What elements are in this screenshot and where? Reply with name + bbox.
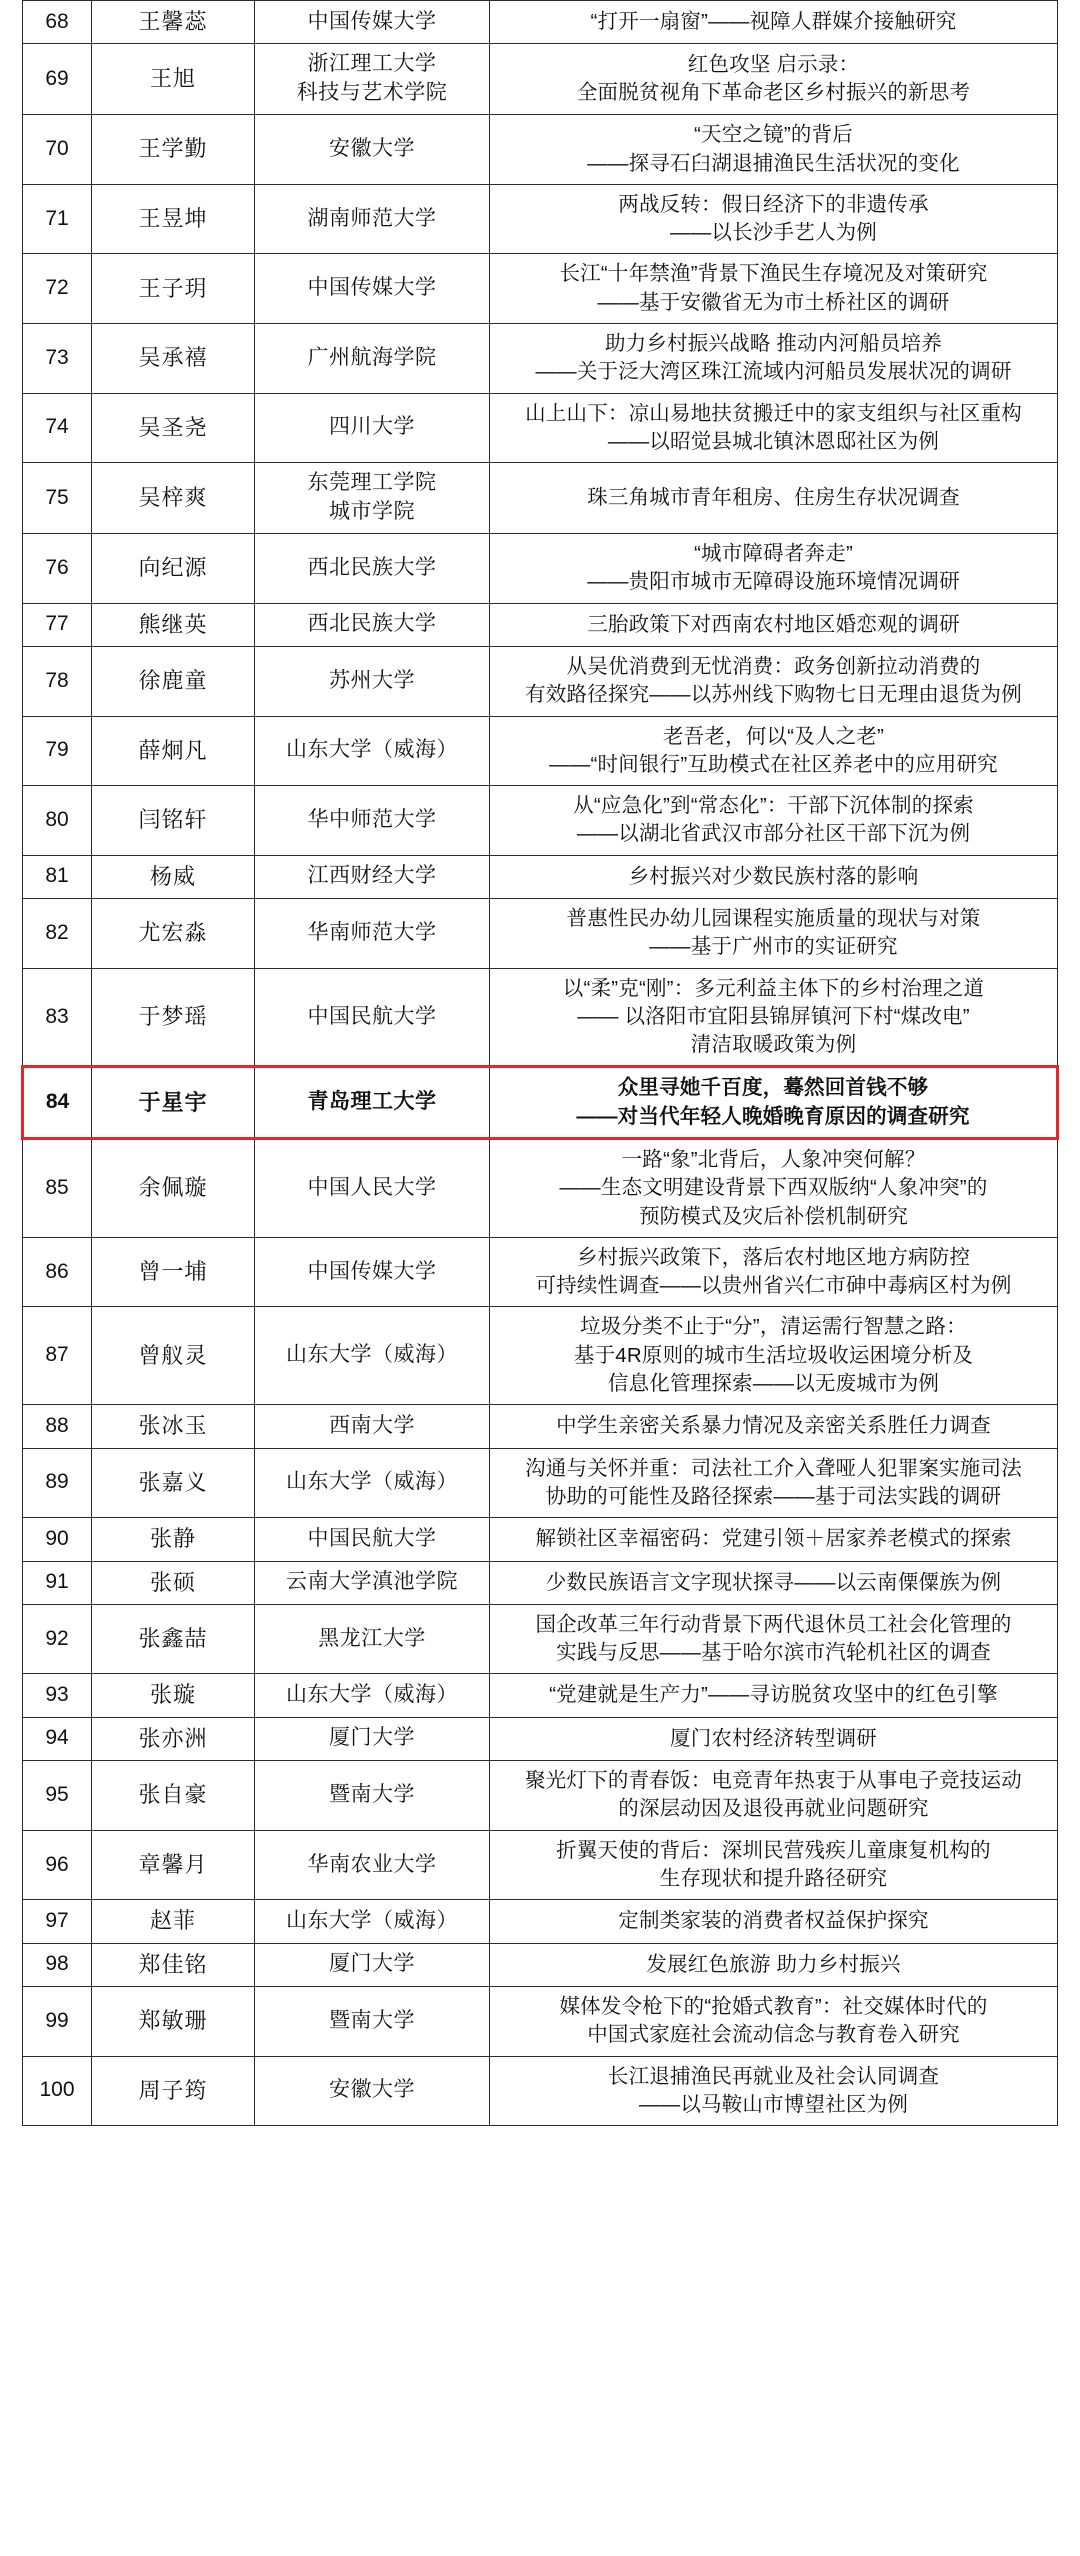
- table-row: [23, 1674, 1058, 1717]
- row-school: [255, 534, 490, 604]
- row-school: [255, 716, 490, 786]
- row-project-title: [490, 786, 1058, 856]
- row-student-name: 章馨月: [92, 1830, 255, 1900]
- row-student-name: 王旭: [92, 44, 255, 115]
- row-index: 98: [23, 1943, 92, 1986]
- title-line: 定制类家装的消费者权益保护探究: [618, 1909, 929, 1933]
- school-line: 西北民族大学: [307, 555, 437, 579]
- title-line: 长江退捕渔民再就业及社会认同调查: [607, 2064, 940, 2088]
- title-line: 厦门农村经济转型调研: [670, 1726, 877, 1750]
- title-line: ——以长沙手艺人为例: [670, 221, 877, 245]
- row-school: [255, 646, 490, 716]
- row-school: [255, 1604, 490, 1674]
- row-index: 71: [23, 184, 92, 254]
- row-school: [255, 1943, 490, 1986]
- table-row: [23, 603, 1058, 646]
- row-student-name: 张亦洲: [92, 1717, 255, 1760]
- row-index: 69: [23, 44, 92, 115]
- row-student-name: 熊继英: [92, 603, 255, 646]
- row-school: [255, 44, 490, 115]
- table-row: [23, 393, 1058, 463]
- school-line: 暨南大学: [329, 2008, 415, 2032]
- title-line: 清洁取暖政策为例: [690, 1033, 857, 1057]
- row-school: [255, 1561, 490, 1604]
- row-student-name: 张冰玉: [92, 1405, 255, 1448]
- title-line: 乡村振兴对少数民族村落的影响: [628, 864, 919, 888]
- title-line: 三胎政策下对西南农村地区婚恋观的调研: [587, 612, 960, 636]
- row-school: [255, 1, 490, 44]
- award-table: [21, 0, 1059, 2126]
- school-line: 山东大学（威海）: [286, 738, 458, 762]
- row-student-name: 闫铭轩: [92, 786, 255, 856]
- row-index: 84: [23, 1067, 92, 1139]
- title-line: 山上山下：凉山易地扶贫搬迁中的家支组织与社区重构: [525, 401, 1022, 425]
- title-line: 全面脱贫视角下革命老区乡村振兴的新思考: [576, 81, 971, 105]
- row-index: 70: [23, 115, 92, 185]
- row-index: 89: [23, 1448, 92, 1518]
- school-line: 厦门大学: [329, 1952, 415, 1976]
- title-line: ——基于广州市的实证研究: [649, 935, 898, 959]
- school-line: 广州航海学院: [307, 345, 437, 369]
- table-row: [23, 1405, 1058, 1448]
- school-line: 山东大学（威海）: [286, 1683, 458, 1707]
- table-row: [23, 1448, 1058, 1518]
- title-line: 长江“十年禁渔”背景下渔民生存境况及对策研究: [559, 262, 988, 286]
- row-student-name: 杨威: [92, 855, 255, 898]
- row-index: 75: [23, 463, 92, 534]
- table-row: [23, 534, 1058, 604]
- table-row: [23, 44, 1058, 115]
- table-row: [23, 1, 1058, 44]
- row-student-name: 张自豪: [92, 1761, 255, 1831]
- title-line: ——以马鞍山市博望社区为例: [638, 2092, 909, 2116]
- table-row: [23, 1604, 1058, 1674]
- table-row: [23, 646, 1058, 716]
- row-index: 79: [23, 716, 92, 786]
- row-project-title: [490, 1830, 1058, 1900]
- row-student-name: 向纪源: [92, 534, 255, 604]
- row-school: [255, 254, 490, 324]
- title-line: 沟通与关怀并重：司法社工介入聋哑人犯罪案实施司法: [525, 1456, 1022, 1480]
- school-line: 安徽大学: [329, 137, 415, 161]
- row-school: [255, 1237, 490, 1307]
- row-project-title: [490, 393, 1058, 463]
- school-line: 厦门大学: [329, 1726, 415, 1750]
- row-index: 76: [23, 534, 92, 604]
- row-project-title: [490, 1604, 1058, 1674]
- row-school: [255, 2056, 490, 2126]
- row-student-name: 余佩璇: [92, 1138, 255, 1237]
- table-row: [23, 855, 1058, 898]
- row-student-name: 吴梓爽: [92, 463, 255, 534]
- school-line: 中国民航大学: [307, 1526, 437, 1550]
- row-student-name: 曾一埔: [92, 1237, 255, 1307]
- title-line: 普惠性民办幼儿园课程实施质量的现状与对策: [566, 907, 981, 931]
- row-index: 96: [23, 1830, 92, 1900]
- row-project-title: [490, 115, 1058, 185]
- row-project-title: [490, 323, 1058, 393]
- school-line: 安徽大学: [329, 2078, 415, 2102]
- row-student-name: 于星宇: [92, 1067, 255, 1139]
- row-index: 100: [23, 2056, 92, 2126]
- row-student-name: 薛炯凡: [92, 716, 255, 786]
- row-project-title: [490, 254, 1058, 324]
- row-index: 88: [23, 1405, 92, 1448]
- row-student-name: 郑敏珊: [92, 1987, 255, 2057]
- row-index: 95: [23, 1761, 92, 1831]
- row-school: [255, 463, 490, 534]
- school-line: 暨南大学: [329, 1782, 415, 1806]
- table-row: [23, 1830, 1058, 1900]
- row-project-title: [490, 899, 1058, 969]
- row-school: [255, 1761, 490, 1831]
- row-index: 86: [23, 1237, 92, 1307]
- row-project-title: [490, 1943, 1058, 1986]
- row-index: 97: [23, 1900, 92, 1943]
- row-project-title: [490, 1405, 1058, 1448]
- row-index: 90: [23, 1518, 92, 1561]
- school-line: 城市学院: [329, 500, 415, 524]
- row-project-title: [490, 646, 1058, 716]
- table-row: [23, 1561, 1058, 1604]
- school-line: 四川大学: [329, 415, 415, 439]
- title-line: “城市障碍者奔走”: [694, 542, 853, 566]
- row-project-title: [490, 1561, 1058, 1604]
- row-index: 73: [23, 323, 92, 393]
- row-project-title: [490, 1, 1058, 44]
- school-line: 华南师范大学: [307, 920, 437, 944]
- row-student-name: 王学勤: [92, 115, 255, 185]
- row-index: 91: [23, 1561, 92, 1604]
- row-school: [255, 786, 490, 856]
- title-line: 实践与反思——基于哈尔滨市汽轮机社区的调查: [556, 1641, 991, 1665]
- row-project-title: [490, 1138, 1058, 1237]
- table-row: [23, 1138, 1058, 1237]
- row-index: 68: [23, 1, 92, 44]
- title-line: 聚光灯下的青春饭：电竞青年热衷于从事电子竞技运动: [525, 1769, 1022, 1793]
- row-index: 78: [23, 646, 92, 716]
- title-line: “打开一扇窗”——视障人群媒介接触研究: [590, 10, 957, 34]
- title-line: 从“应急化”到“常态化”：干部下沉体制的探索: [573, 794, 974, 818]
- school-line: 山东大学（威海）: [286, 1908, 458, 1932]
- title-line: 中学生亲密关系暴力情况及亲密关系胜任力调查: [556, 1414, 991, 1438]
- title-line: 协助的可能性及路径探索——基于司法实践的调研: [545, 1484, 1002, 1508]
- table-row: [23, 1307, 1058, 1405]
- table-row: [23, 1761, 1058, 1831]
- table-row: [23, 1900, 1058, 1943]
- school-line: 西北民族大学: [307, 612, 437, 636]
- row-student-name: 赵菲: [92, 1900, 255, 1943]
- title-line: ——“时间银行”互助模式在社区养老中的应用研究: [549, 752, 998, 776]
- row-school: [255, 1830, 490, 1900]
- table-row: [23, 968, 1058, 1067]
- row-student-name: 曾舣灵: [92, 1307, 255, 1405]
- title-line: 生存现状和提升路径研究: [659, 1867, 888, 1890]
- row-school: [255, 855, 490, 898]
- title-line: 两战反转：假日经济下的非遗传承: [618, 192, 929, 216]
- row-project-title: [490, 2056, 1058, 2126]
- school-line: 中国人民大学: [307, 1175, 437, 1199]
- school-line: 东莞理工学院: [307, 471, 437, 495]
- row-project-title: [490, 184, 1058, 254]
- table-row: [23, 1518, 1058, 1561]
- row-project-title: [490, 1761, 1058, 1831]
- table-row: [23, 463, 1058, 534]
- row-school: [255, 1518, 490, 1561]
- row-school: [255, 603, 490, 646]
- row-student-name: 王馨蕊: [92, 1, 255, 44]
- row-index: 94: [23, 1717, 92, 1760]
- title-line: 媒体发令枪下的“抢婚式教育”：社交媒体时代的: [559, 1995, 988, 2018]
- title-line: 红色攻坚 启示录：: [687, 53, 860, 77]
- title-line: 可持续性调查——以贵州省兴仁市砷中毒病区村为例: [535, 1274, 1012, 1298]
- table-row: [23, 716, 1058, 786]
- row-index: 85: [23, 1138, 92, 1237]
- title-line: 国企改革三年行动背景下两代退休员工社会化管理的: [535, 1612, 1012, 1636]
- title-line: 以“柔”克“刚”：多元利益主体下的乡村治理之道: [562, 976, 985, 1000]
- row-student-name: 张硕: [92, 1561, 255, 1604]
- row-student-name: 张嘉义: [92, 1448, 255, 1518]
- title-line: 垃圾分类不止于“分”，清运需行智慧之路：: [580, 1315, 967, 1339]
- row-project-title: [490, 1067, 1058, 1139]
- school-line: 西南大学: [329, 1413, 415, 1437]
- title-line: 一路“象”北背后，人象冲突何解？: [621, 1147, 926, 1171]
- school-line: 苏州大学: [329, 668, 415, 692]
- row-project-title: [490, 603, 1058, 646]
- row-index: 93: [23, 1674, 92, 1717]
- row-school: [255, 899, 490, 969]
- row-school: [255, 1717, 490, 1760]
- table-row: [23, 115, 1058, 185]
- table-row: [23, 323, 1058, 393]
- row-index: 74: [23, 393, 92, 463]
- row-project-title: [490, 1307, 1058, 1405]
- school-line: 湖南师范大学: [307, 206, 437, 230]
- title-line: —— 以洛阳市宜阳县锦屏镇河下村“煤改电”: [577, 1004, 970, 1028]
- row-student-name: 张璇: [92, 1674, 255, 1717]
- title-line: ——基于安徽省无为市土桥社区的调研: [597, 290, 950, 314]
- school-line: 华中师范大学: [307, 807, 437, 831]
- table-row: [23, 1237, 1058, 1307]
- row-project-title: [490, 1448, 1058, 1518]
- title-line: 有效路径探究——以苏州线下购物七日无理由退货为例: [525, 683, 1022, 707]
- school-line: 青岛理工大学: [307, 1090, 437, 1114]
- school-line: 科技与艺术学院: [296, 81, 448, 105]
- school-line: 中国民航大学: [307, 1004, 437, 1028]
- row-school: [255, 1138, 490, 1237]
- row-student-name: 周子筠: [92, 2056, 255, 2126]
- title-line: 少数民族语言文字现状探寻——以云南傈僳族为例: [545, 1570, 1002, 1594]
- row-index: 92: [23, 1604, 92, 1674]
- row-index: 82: [23, 899, 92, 969]
- title-line: 中国式家庭社会流动信念与教育卷入研究: [587, 2023, 960, 2047]
- title-line: 信息化管理探索——以无废城市为例: [607, 1371, 940, 1395]
- school-line: 中国传媒大学: [307, 276, 437, 300]
- row-school: [255, 184, 490, 254]
- title-line: ——关于泛大湾区珠江流域内河船员发展状况的调研: [535, 360, 1012, 384]
- school-line: 江西财经大学: [307, 864, 437, 888]
- row-index: 80: [23, 786, 92, 856]
- row-project-title: [490, 1674, 1058, 1717]
- title-line: 珠三角城市青年租房、住房生存状况调查: [587, 485, 960, 509]
- row-project-title: [490, 1900, 1058, 1943]
- table-row: [23, 1717, 1058, 1760]
- row-project-title: [490, 1987, 1058, 2057]
- table-row: [23, 1987, 1058, 2057]
- row-school: [255, 1674, 490, 1717]
- row-project-title: [490, 716, 1058, 786]
- table-row: [23, 184, 1058, 254]
- row-index: 83: [23, 968, 92, 1067]
- table-row: [23, 2056, 1058, 2126]
- title-line: “党建就是生产力”——寻访脱贫攻坚中的红色引擎: [549, 1683, 998, 1707]
- row-index: 87: [23, 1307, 92, 1405]
- school-line: 山东大学（威海）: [286, 1470, 458, 1494]
- row-project-title: [490, 855, 1058, 898]
- row-student-name: 吴承禧: [92, 323, 255, 393]
- title-line: 的深层动因及退役再就业问题研究: [618, 1797, 929, 1821]
- row-student-name: 王昱坤: [92, 184, 255, 254]
- row-project-title: [490, 968, 1058, 1067]
- title-line: 众里寻她千百度，蓦然回首钱不够: [617, 1076, 929, 1100]
- row-school: [255, 1405, 490, 1448]
- table-row: [23, 1943, 1058, 1986]
- row-project-title: [490, 1237, 1058, 1307]
- row-school: [255, 393, 490, 463]
- table-row: [23, 254, 1058, 324]
- row-index: 77: [23, 603, 92, 646]
- title-line: ——以湖北省武汉市部分社区干部下沉为例: [576, 822, 971, 846]
- title-line: 发展红色旅游 助力乡村振兴: [646, 1952, 901, 1976]
- school-line: 云南大学滇池学院: [286, 1570, 458, 1594]
- school-line: 中国传媒大学: [307, 1259, 437, 1283]
- title-line: 折翼天使的背后：深圳民营残疾儿童康复机构的: [556, 1838, 991, 1862]
- row-project-title: [490, 534, 1058, 604]
- school-line: 华南农业大学: [307, 1852, 437, 1876]
- school-line: 浙江理工大学: [307, 52, 437, 76]
- row-student-name: 张静: [92, 1518, 255, 1561]
- title-line: ——以昭觉县城北镇沐恩邸社区为例: [607, 429, 940, 453]
- title-line: 老吾老，何以“及人之老”: [662, 724, 885, 748]
- row-school: [255, 1987, 490, 2057]
- row-student-name: 尤宏淼: [92, 899, 255, 969]
- row-school: [255, 1067, 490, 1139]
- row-project-title: [490, 44, 1058, 115]
- row-student-name: 吴圣尧: [92, 393, 255, 463]
- school-line: 黑龙江大学: [318, 1626, 426, 1650]
- row-index: 81: [23, 855, 92, 898]
- row-student-name: 徐鹿童: [92, 646, 255, 716]
- row-project-title: [490, 1717, 1058, 1760]
- title-line: 助力乡村振兴战略 推动内河船员培养: [604, 331, 943, 355]
- row-school: [255, 1900, 490, 1943]
- table-row: [23, 899, 1058, 969]
- row-project-title: [490, 463, 1058, 534]
- row-index: 72: [23, 254, 92, 324]
- table-body: [23, 1, 1058, 2126]
- row-school: [255, 115, 490, 185]
- title-line: 解锁社区幸福密码：党建引领＋居家养老模式的探索: [535, 1527, 1012, 1551]
- row-student-name: 郑佳铭: [92, 1943, 255, 1986]
- table-row: [23, 1067, 1058, 1139]
- title-line: 基于4R原则的城市生活垃圾收运困境分析及: [573, 1343, 974, 1367]
- row-school: [255, 1307, 490, 1405]
- row-school: [255, 1448, 490, 1518]
- row-student-name: 于梦瑶: [92, 968, 255, 1067]
- row-index: 99: [23, 1987, 92, 2057]
- school-line: 山东大学（威海）: [286, 1343, 458, 1367]
- title-line: 乡村振兴政策下，落后农村地区地方病防控: [576, 1245, 971, 1269]
- title-line: ——对当代年轻人晚婚晚育原因的调查研究: [576, 1104, 970, 1128]
- row-student-name: 张鑫喆: [92, 1604, 255, 1674]
- row-school: [255, 323, 490, 393]
- row-project-title: [490, 1518, 1058, 1561]
- title-line: ——生态文明建设背景下西双版纳“人象冲突”的: [559, 1176, 988, 1200]
- title-line: “天空之镜”的背后: [694, 123, 853, 147]
- school-line: 中国传媒大学: [307, 9, 437, 33]
- title-line: 从吴优消费到无忧消费：政务创新拉动消费的: [566, 654, 981, 678]
- title-line: ——探寻石臼湖退捕渔民生活状况的变化: [587, 151, 960, 175]
- title-line: 预防模式及灾后补偿机制研究: [638, 1204, 909, 1228]
- title-line: ——贵阳市城市无障碍设施环境情况调研: [587, 570, 960, 594]
- table-row: [23, 786, 1058, 856]
- row-student-name: 王子玥: [92, 254, 255, 324]
- row-school: [255, 968, 490, 1067]
